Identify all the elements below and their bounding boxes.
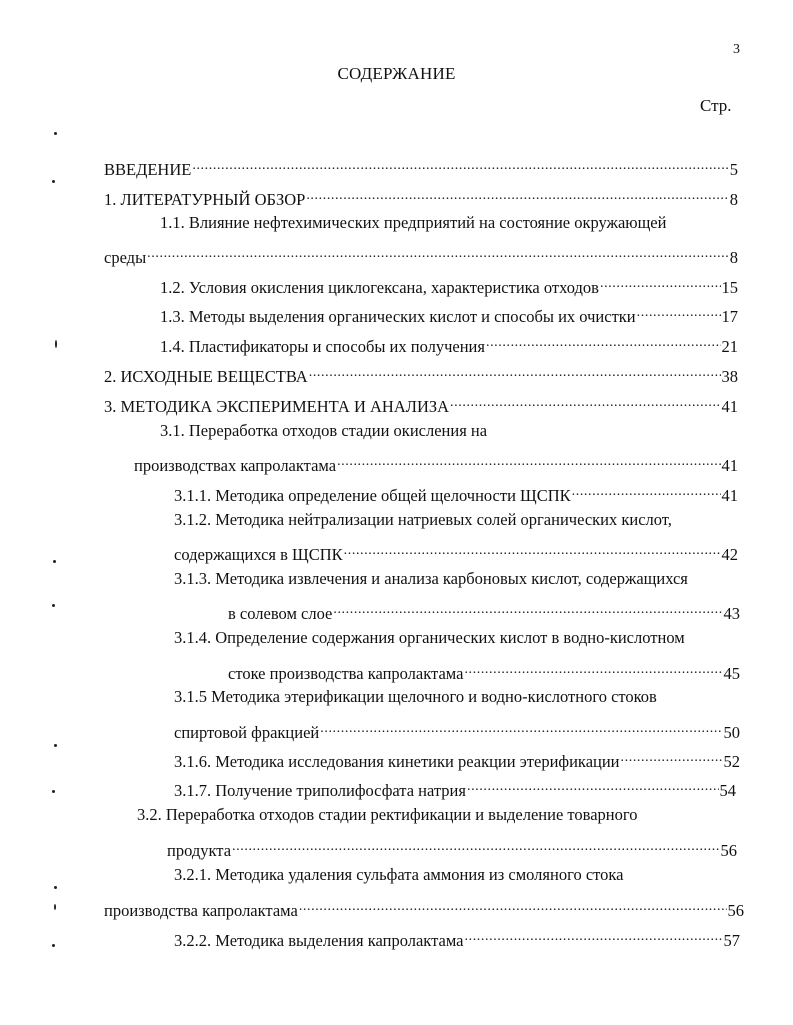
toc-entry-line: 3.2.1. Методика удаления сульфата аммония из смоляного стока	[174, 865, 624, 884]
toc-entry-label: 1.3. Методы выделения органических кислот и способы их очистки	[160, 307, 636, 326]
dot-leader	[232, 834, 719, 856]
dot-leader	[467, 774, 719, 796]
dot-leader	[306, 183, 728, 205]
dot-leader	[600, 271, 721, 293]
toc-entry-label: спиртовой фракцией	[174, 723, 320, 742]
toc-entry	[104, 360, 738, 386]
toc-entry	[228, 597, 740, 623]
toc-entry	[160, 300, 738, 326]
toc-entry-label: 1.4. Пластификаторы и способы их получения	[160, 337, 485, 356]
toc-entry-page: 8	[729, 190, 738, 209]
toc-entry	[104, 241, 738, 267]
dot-leader	[299, 894, 727, 916]
toc-entry-label: продукта	[167, 841, 232, 860]
toc-entry-page: 56	[720, 841, 737, 860]
toc-entry-line: 1.1. Влияние нефтехимических предприятий на состояние окружающей	[160, 213, 667, 232]
toc-entry-page: 52	[723, 752, 740, 771]
toc-entry-page: 56	[727, 901, 744, 920]
dot-leader	[637, 300, 721, 322]
toc-entry-page: 8	[729, 248, 738, 267]
toc-entry-label: производства капролактама	[104, 901, 298, 920]
toc-entry-label: 3. МЕТОДИКА ЭКСПЕРИМЕНТА И АНАЛИЗА	[104, 397, 450, 416]
toc-entry	[174, 745, 740, 771]
toc-entry-page: 43	[723, 604, 740, 623]
scan-speck	[55, 340, 57, 348]
toc-entry	[160, 271, 738, 297]
toc-entry-page: 21	[721, 337, 738, 356]
toc-entry-label: ВВЕДЕНИЕ	[104, 160, 192, 179]
toc-entry-label: содержащихся в ЩСПК	[174, 545, 343, 564]
dot-leader	[486, 330, 721, 352]
dot-leader	[450, 390, 720, 412]
toc-entry-line: 3.1.3. Методика извлечения и анализа карбоновых кислот, содержащихся	[174, 569, 688, 588]
toc-entry	[104, 153, 738, 179]
dot-leader	[337, 449, 720, 471]
scan-speck	[53, 560, 56, 563]
toc-entry-label: 1.2. Условия окисления циклогексана, характеристика отходов	[160, 278, 599, 297]
dot-leader	[309, 360, 721, 382]
toc-entry-label: 3.1.6. Методика исследования кинетики реакции этерификации	[174, 752, 620, 771]
toc-entry-label: производствах капролактама	[134, 456, 337, 475]
dot-leader	[465, 924, 723, 946]
toc-entry	[174, 479, 738, 505]
pages-column-label: Стр.	[700, 96, 732, 115]
toc-entry-label: 3.1.7. Получение триполифосфата натрия	[174, 781, 466, 800]
toc-entry-page: 50	[723, 723, 740, 742]
toc-entry-line: 3.1.4. Определение содержания органических кислот в водно-кислотном	[174, 628, 685, 647]
dot-leader	[621, 745, 723, 767]
dot-leader	[344, 538, 721, 560]
toc-entry-label: 1. ЛИТЕРАТУРНЫЙ ОБЗОР	[104, 190, 306, 209]
toc-entry-page: 41	[721, 456, 738, 475]
toc-entry-line: 3.1. Переработка отходов стадии окисления на	[160, 421, 488, 440]
toc-entry	[228, 657, 740, 683]
toc-entry	[104, 183, 738, 209]
toc-entry	[174, 538, 738, 564]
dot-leader	[464, 657, 722, 679]
toc-entry	[104, 894, 744, 920]
toc-entry-label: стоке производства капролактама	[228, 664, 464, 683]
toc-entry-label: 3.2.2. Методика выделения капролактама	[174, 931, 464, 950]
toc-entry-page: 57	[723, 931, 740, 950]
toc-entry-line: 3.2. Переработка отходов стадии ректификации и выделение товарного	[137, 805, 638, 824]
dot-leader	[147, 241, 729, 263]
dot-leader	[572, 479, 721, 501]
scan-speck	[54, 886, 57, 889]
toc-entry	[160, 330, 738, 356]
page-number: 3	[733, 42, 740, 57]
page-title: СОДЕРЖАНИЕ	[337, 64, 456, 83]
toc-entry-page: 17	[721, 307, 738, 326]
toc-entry	[134, 449, 738, 475]
toc-entry	[174, 716, 740, 742]
toc-entry-line: 3.1.5 Методика этерификации щелочного и водно-кислотного стоков	[174, 687, 657, 706]
toc-entry-page: 54	[719, 781, 736, 800]
toc-entry-page: 5	[729, 160, 738, 179]
toc-entry-page: 41	[721, 486, 738, 505]
toc-entry-label: в солевом слое	[228, 604, 333, 623]
scan-speck	[54, 132, 57, 135]
toc-entry-page: 41	[721, 397, 738, 416]
toc-entry-label: 3.1.1. Методика определение общей щелочности ЩСПК	[174, 486, 571, 505]
scan-speck	[52, 790, 55, 793]
toc-entry-label: 2. ИСХОДНЫЕ ВЕЩЕСТВА	[104, 367, 308, 386]
toc-entry-page: 38	[721, 367, 738, 386]
scan-speck	[54, 904, 56, 910]
scan-speck	[54, 744, 57, 747]
toc-entry	[174, 774, 736, 800]
scan-speck	[52, 604, 55, 607]
scan-speck	[52, 180, 55, 183]
scan-speck	[52, 944, 55, 947]
toc-entry	[174, 924, 740, 950]
toc-entry-page: 15	[721, 278, 738, 297]
toc-entry	[167, 834, 737, 860]
toc-entry-label: среды	[104, 248, 147, 267]
toc-entry-line: 3.1.2. Методика нейтрализации натриевых солей органических кислот,	[174, 510, 672, 529]
toc-entry-page: 42	[721, 545, 738, 564]
toc-entry-page: 45	[723, 664, 740, 683]
toc-entry	[104, 390, 738, 416]
dot-leader	[320, 716, 722, 738]
dot-leader	[192, 153, 728, 175]
dot-leader	[333, 597, 722, 619]
